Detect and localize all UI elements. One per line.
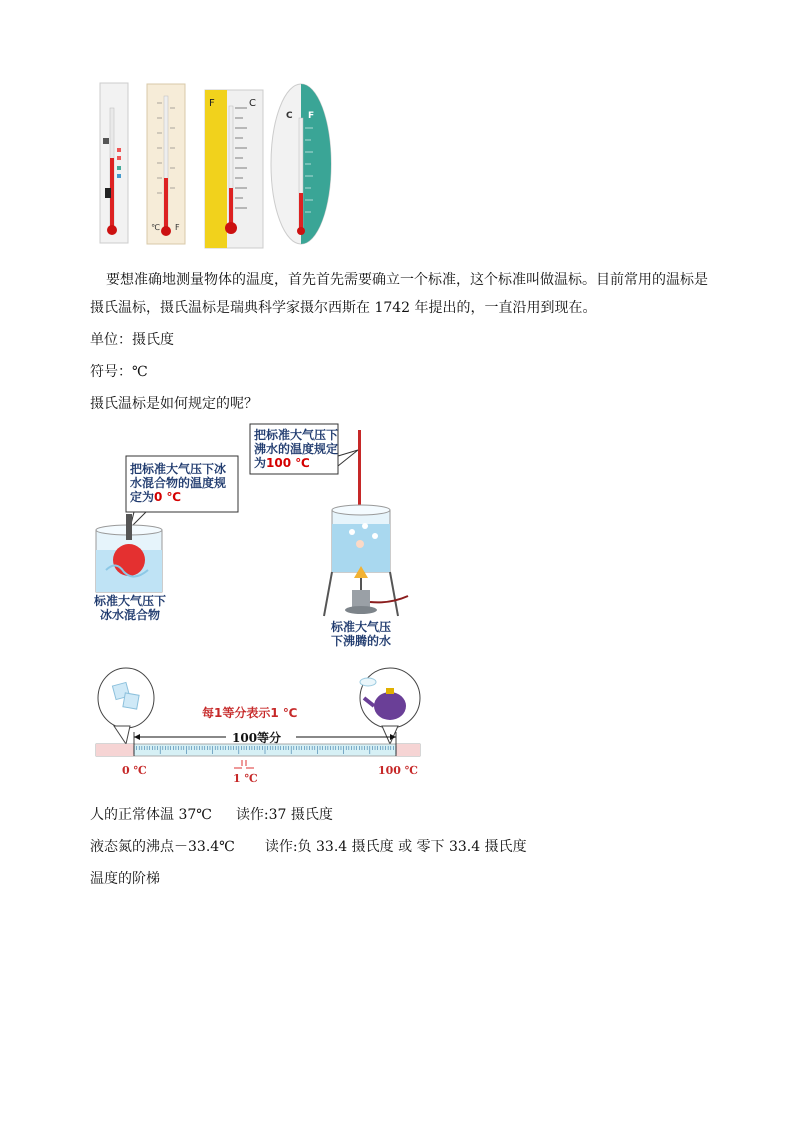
caption-right-line-1: 标准大气压 [330,620,391,634]
example-nitrogen [90,837,527,857]
example-nitrogen-text: 液态氮的沸点－33.4℃ [90,839,235,855]
thermometer-3-f-label: F [209,98,215,109]
thermometer-4 [271,84,331,244]
intro-line-2: 摄氏温标，摄氏温标是瑞典科学家摄尔西斯在 1742 年提出的，一直沿用到现在。 [90,300,597,316]
callout-left-line-2: 水混合物的温度规 [130,476,227,490]
example-nitrogen-reading: 读作:负 33.4 摄氏度 或 零下 33.4 摄氏度 [264,839,527,855]
thermometer-photos [95,78,335,250]
example-body-temp [90,805,333,825]
callout-left-zero: 0 ℃ [154,490,182,504]
callout-left-line-3: 定为 [130,490,155,504]
ladder-heading: 温度的阶梯 [90,871,160,887]
caption-left-line-2: 冰水混合物 [99,608,160,622]
unit-line: 单位：摄氏度 [90,332,174,348]
callout-right-line-1: 把标准大气压下 [254,428,339,442]
callout-right-line-3: 为 [254,456,267,470]
question-line: 摄氏温标是如何规定的呢？ [90,396,258,412]
example-body-temp-reading: 读作:37 摄氏度 [235,807,333,823]
callout-right-hundred: 100 ℃ [266,456,310,470]
hundred-divisions-label: 100等分 [232,731,282,745]
caption-right-line-2: 下沸腾的水 [330,634,391,648]
thermometer-2-c-label: ℃ [151,223,160,232]
scale-label-zero: 0 ℃ [122,764,147,777]
thermometer-4-c-label: C [286,111,293,121]
thermometer-3 [205,90,263,248]
intro-line-1: 要想准确地测量物体的温度，首先首先需要确立一个标准，这个标准叫做温标。目前常用的温标是 [106,272,708,288]
division-note: 每1等分表示1 ℃ [202,706,298,720]
example-body-temp-text: 人的正常体温 37℃ [90,807,212,823]
scale-label-hundred: 100 ℃ [378,764,418,777]
thermometer-3-c-label: C [249,98,256,109]
scale-label-one: 1 ℃ [233,772,258,785]
figure-scale [90,664,426,786]
caption-left-line-1: 标准大气压下 [93,594,166,608]
thermometer-4-f-label: F [308,111,315,121]
thermometer-2-f-label: F [175,223,180,232]
thermometer-2 [147,84,185,244]
thermometer-1 [100,83,128,243]
callout-left-line-1: 把标准大气压下冰 [130,462,227,476]
symbol-line: 符号：℃ [90,364,148,380]
callout-right-line-2: 沸水的温度规定 [254,442,339,456]
figure-calibration [90,420,420,652]
